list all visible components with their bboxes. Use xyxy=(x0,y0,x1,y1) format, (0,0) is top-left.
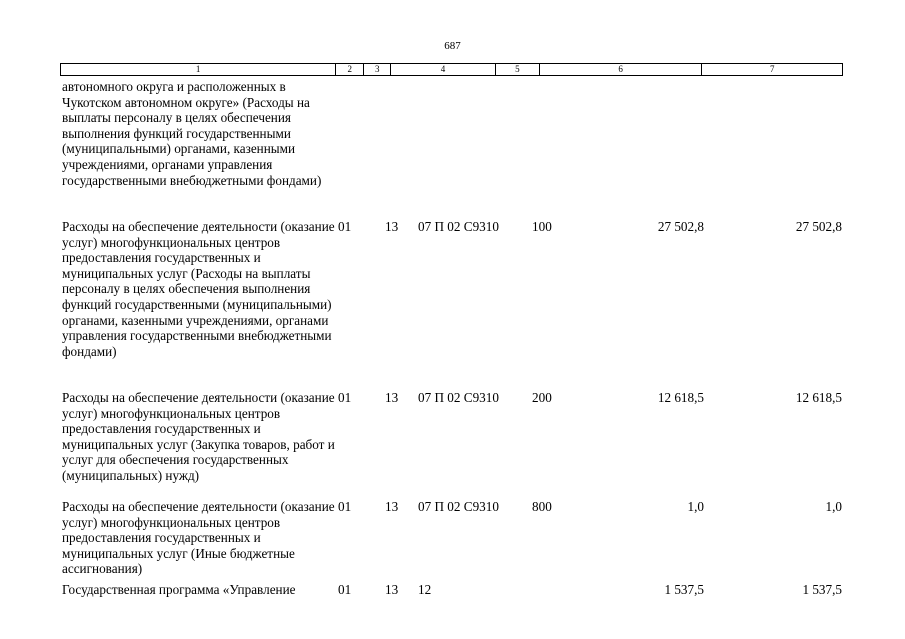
row-amount-col6: 1 537,5 xyxy=(664,582,704,597)
row-subsection: 13 xyxy=(385,582,399,597)
row-amount-col7: 27 502,8 xyxy=(795,219,842,234)
row-description: Государственная программа «Управление xyxy=(62,582,296,597)
row-expense-type: 100 xyxy=(532,219,552,234)
row-target-article: 07 П 02 С9310 xyxy=(418,499,499,514)
row-amount-col7: 12 618,5 xyxy=(795,390,842,405)
row-amount-col7: 1 537,5 xyxy=(802,582,842,597)
table-header xyxy=(60,63,843,76)
page-number: 687 xyxy=(444,40,461,52)
row-expense-type: 200 xyxy=(532,390,552,405)
header-col-3: 3 xyxy=(364,64,391,75)
row-amount-col6: 27 502,8 xyxy=(657,219,704,234)
row-subsection: 13 xyxy=(385,390,399,405)
header-col-6: 6 xyxy=(540,64,703,75)
header-col-2: 2 xyxy=(336,64,364,75)
row-section: 01 xyxy=(338,390,352,405)
row-section: 01 xyxy=(338,219,352,234)
row-amount-col7: 1,0 xyxy=(825,499,842,514)
row-amount-col6: 12 618,5 xyxy=(657,390,704,405)
row-description: Расходы на обеспечение деятельности (оказание услуг) многофункциональных центров предоставления государственных и муниципальных услуг (Расходы на выплаты персоналу в целях обеспечения выполнения функций государственными (муниципальными) органами, казенными учреждениями, органами управления государственными внебюджетными фондами) xyxy=(62,219,335,359)
header-col-5: 5 xyxy=(496,64,540,75)
row-subsection: 13 xyxy=(385,499,399,514)
row-amount-col6: 1,0 xyxy=(687,499,704,514)
row-expense-type: 800 xyxy=(532,499,552,514)
row-section: 01 xyxy=(338,582,352,597)
row-subsection: 13 xyxy=(385,219,399,234)
header-col-1: 1 xyxy=(61,64,336,75)
header-col-4: 4 xyxy=(391,64,496,75)
row-target-article: 12 xyxy=(418,582,432,597)
row-target-article: 07 П 02 С9310 xyxy=(418,219,499,234)
header-col-7: 7 xyxy=(769,64,775,74)
row-description: Расходы на обеспечение деятельности (оказание услуг) многофункциональных центров предоставления государственных и муниципальных услуг (Закупка товаров, работ и услуг для обеспечения государственных (муниципальных) нужд) xyxy=(62,390,335,483)
row-description: автономного округа и расположенных в Чукотском автономном округе» (Расходы на выплаты персоналу в целях обеспечения выполнения функций государственными (муниципальными) органами, казенными учреждениями, органами управления государственными внебюджетными фондами) xyxy=(62,79,322,188)
row-section: 01 xyxy=(338,499,352,514)
row-description: Расходы на обеспечение деятельности (оказание услуг) многофункциональных центров предоставления государственных и муниципальных услуг (Иные бюджетные ассигнования) xyxy=(62,499,335,577)
row-target-article: 07 П 02 С9310 xyxy=(418,390,499,405)
